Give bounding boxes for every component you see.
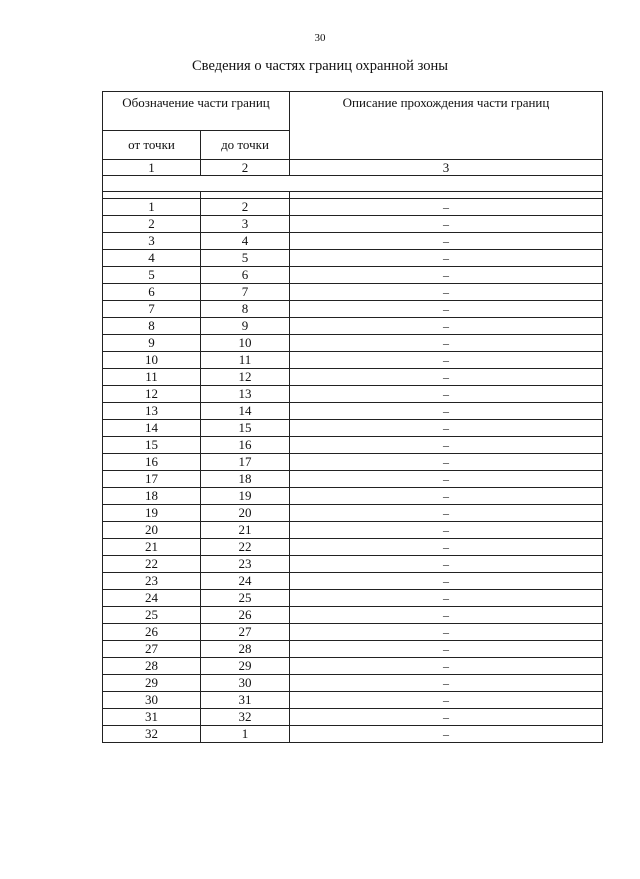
to-point-cell: 32 — [201, 709, 290, 726]
from-point-cell: 7 — [103, 301, 201, 318]
description-cell: – — [290, 318, 603, 335]
table-row — [103, 488, 603, 505]
from-point-cell: 28 — [103, 658, 201, 675]
description-cell: – — [290, 488, 603, 505]
description-cell: – — [290, 216, 603, 233]
from-point-cell: 22 — [103, 556, 201, 573]
to-point-cell: 19 — [201, 488, 290, 505]
description-cell: – — [290, 675, 603, 692]
from-point-cell: 12 — [103, 386, 201, 403]
boundary-parts-table — [102, 91, 603, 743]
description-cell: – — [290, 607, 603, 624]
table-row — [103, 386, 603, 403]
column-number: 3 — [290, 160, 603, 176]
from-point-cell: 14 — [103, 420, 201, 437]
from-point-cell: 8 — [103, 318, 201, 335]
table-header-row — [103, 92, 603, 131]
description-cell: – — [290, 352, 603, 369]
from-point-cell: 4 — [103, 250, 201, 267]
table-row — [103, 420, 603, 437]
to-point-cell: 2 — [201, 199, 290, 216]
description-cell: – — [290, 539, 603, 556]
from-point-cell: 27 — [103, 641, 201, 658]
table-row — [103, 658, 603, 675]
to-point-cell: 10 — [201, 335, 290, 352]
description-cell: – — [290, 454, 603, 471]
description-cell: – — [290, 301, 603, 318]
gap-cell — [103, 192, 201, 199]
table-row — [103, 301, 603, 318]
to-point-cell: 1 — [201, 726, 290, 743]
from-point-cell: 3 — [103, 233, 201, 250]
to-point-cell: 24 — [201, 573, 290, 590]
from-point-cell: 15 — [103, 437, 201, 454]
table-row — [103, 403, 603, 420]
description-cell: – — [290, 369, 603, 386]
description-cell: – — [290, 267, 603, 284]
from-point-cell: 26 — [103, 624, 201, 641]
description-cell: – — [290, 335, 603, 352]
from-point-cell: 23 — [103, 573, 201, 590]
description-cell: – — [290, 386, 603, 403]
from-point-cell: 6 — [103, 284, 201, 301]
description-cell: – — [290, 726, 603, 743]
table-row — [103, 726, 603, 743]
description-cell: – — [290, 590, 603, 607]
from-point-cell: 32 — [103, 726, 201, 743]
from-point-cell: 1 — [103, 199, 201, 216]
from-point-cell: 11 — [103, 369, 201, 386]
table-row — [103, 624, 603, 641]
table-row — [103, 641, 603, 658]
table-gap-row — [103, 192, 603, 199]
to-point-cell: 29 — [201, 658, 290, 675]
to-point-cell: 8 — [201, 301, 290, 318]
to-point-cell: 20 — [201, 505, 290, 522]
description-cell: – — [290, 658, 603, 675]
subheader-desc-blank — [290, 131, 603, 160]
description-cell: – — [290, 624, 603, 641]
table-row — [103, 573, 603, 590]
table-row — [103, 607, 603, 624]
from-point-cell: 19 — [103, 505, 201, 522]
to-point-cell: 13 — [201, 386, 290, 403]
column-number: 1 — [103, 160, 201, 176]
table-row — [103, 250, 603, 267]
to-point-cell: 23 — [201, 556, 290, 573]
to-point-cell: 12 — [201, 369, 290, 386]
description-cell: – — [290, 437, 603, 454]
from-point-cell: 24 — [103, 590, 201, 607]
gap-cell — [201, 192, 290, 199]
document-title: Сведения о частях границ охранной зоны — [192, 58, 448, 74]
to-point-cell: 15 — [201, 420, 290, 437]
to-point-cell: 5 — [201, 250, 290, 267]
from-point-cell: 21 — [103, 539, 201, 556]
spacer-cell — [103, 176, 603, 192]
table-row — [103, 199, 603, 216]
to-point-cell: 16 — [201, 437, 290, 454]
to-point-cell: 9 — [201, 318, 290, 335]
gap-cell — [290, 192, 603, 199]
from-point-cell: 2 — [103, 216, 201, 233]
table-row — [103, 233, 603, 250]
header-boundary-designation: Обозначение части границ — [103, 92, 290, 131]
to-point-cell: 27 — [201, 624, 290, 641]
table-row — [103, 216, 603, 233]
header-boundary-description: Описание прохождения части границ — [290, 92, 603, 131]
description-cell: – — [290, 522, 603, 539]
table-row — [103, 267, 603, 284]
to-point-cell: 30 — [201, 675, 290, 692]
table-row — [103, 454, 603, 471]
to-point-cell: 28 — [201, 641, 290, 658]
to-point-cell: 3 — [201, 216, 290, 233]
from-point-cell: 5 — [103, 267, 201, 284]
table-row — [103, 590, 603, 607]
column-number: 2 — [201, 160, 290, 176]
from-point-cell: 9 — [103, 335, 201, 352]
description-cell: – — [290, 250, 603, 267]
description-cell: – — [290, 573, 603, 590]
table-row — [103, 284, 603, 301]
description-cell: – — [290, 556, 603, 573]
to-point-cell: 31 — [201, 692, 290, 709]
from-point-cell: 25 — [103, 607, 201, 624]
table-row — [103, 318, 603, 335]
description-cell: – — [290, 199, 603, 216]
table-row — [103, 675, 603, 692]
to-point-cell: 26 — [201, 607, 290, 624]
to-point-cell: 21 — [201, 522, 290, 539]
to-point-cell: 14 — [201, 403, 290, 420]
to-point-cell: 18 — [201, 471, 290, 488]
description-cell: – — [290, 420, 603, 437]
description-cell: – — [290, 233, 603, 250]
from-point-cell: 13 — [103, 403, 201, 420]
table-row — [103, 471, 603, 488]
table-row — [103, 437, 603, 454]
table-row — [103, 556, 603, 573]
table-row — [103, 709, 603, 726]
to-point-cell: 25 — [201, 590, 290, 607]
subheader-from-point: от точки — [103, 131, 201, 160]
table-row — [103, 692, 603, 709]
to-point-cell: 22 — [201, 539, 290, 556]
from-point-cell: 31 — [103, 709, 201, 726]
table-row — [103, 505, 603, 522]
table-row — [103, 522, 603, 539]
from-point-cell: 16 — [103, 454, 201, 471]
subheader-to-point: до точки — [201, 131, 290, 160]
description-cell: – — [290, 471, 603, 488]
description-cell: – — [290, 403, 603, 420]
table-spacer-row — [103, 176, 603, 192]
to-point-cell: 4 — [201, 233, 290, 250]
description-cell: – — [290, 641, 603, 658]
description-cell: – — [290, 692, 603, 709]
from-point-cell: 20 — [103, 522, 201, 539]
to-point-cell: 17 — [201, 454, 290, 471]
table-row — [103, 369, 603, 386]
description-cell: – — [290, 505, 603, 522]
description-cell: – — [290, 709, 603, 726]
to-point-cell: 11 — [201, 352, 290, 369]
from-point-cell: 30 — [103, 692, 201, 709]
page-number: 30 — [314, 32, 326, 44]
table-row — [103, 335, 603, 352]
to-point-cell: 6 — [201, 267, 290, 284]
from-point-cell: 29 — [103, 675, 201, 692]
column-number-row — [103, 160, 603, 176]
description-cell: – — [290, 284, 603, 301]
table-row — [103, 539, 603, 556]
table-row — [103, 352, 603, 369]
table-subheader-row — [103, 131, 603, 160]
to-point-cell: 7 — [201, 284, 290, 301]
from-point-cell: 18 — [103, 488, 201, 505]
from-point-cell: 10 — [103, 352, 201, 369]
from-point-cell: 17 — [103, 471, 201, 488]
